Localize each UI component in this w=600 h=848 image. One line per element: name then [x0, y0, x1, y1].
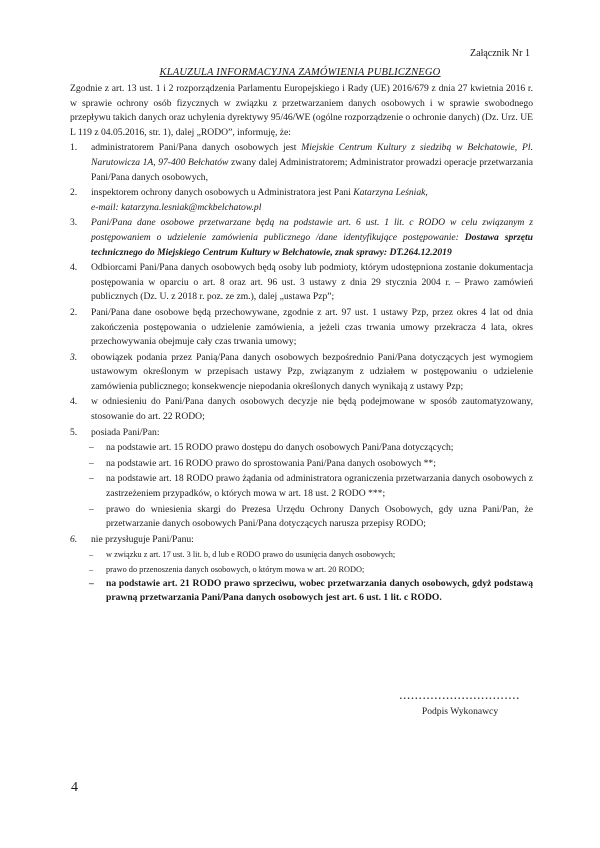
item-number: 2. [70, 306, 78, 318]
item-text: posiada Pani/Pan: [91, 426, 160, 438]
list-item-no-rights [70, 533, 533, 548]
no-rights-subitem: – w związku z art. 17 ust. 3 lit. b, d lub e RODO prawo do usunięcia danych osobowych; [89, 550, 396, 560]
no-rights-subitem: – prawo do przenoszenia danych osobowych, o którym mowa w art. 20 RODO; [89, 564, 365, 574]
list-item-rights [70, 426, 533, 441]
inspector-email: e-mail: katarzyna.lesniak@mckbelchatow.pl [91, 201, 262, 213]
item-number: 4. [70, 396, 78, 408]
administrator-name: Miejskie Centrum Kultury z siedzibą w Bełchatowie, Pl. Narutowicza 1A, 97-400 Bełchatów [91, 142, 533, 168]
rights-subitem: – na podstawie art. 18 RODO prawo żądania od administratora ograniczenia przetwarzania danych osobowych z zastrzeżeniem przypadków, o których mowa w art. 18 ust. 2 RODO ***; [89, 473, 533, 500]
item-text: nie przysługuje Pani/Panu: [91, 533, 194, 545]
inspector-name: Katarzyna Leśniak, [353, 187, 428, 199]
list-item-automated-decisions [70, 395, 533, 424]
item-number: 1. [70, 142, 78, 154]
rights-subitem: – prawo do wniesienia skargi do Prezesa Urzędu Ochrony Danych Osobowych, gdy uzna Pani/Pan, że przetwarzanie danych osobowych Pani/Pana dotyczących narusza przepisy RODO; [89, 503, 533, 530]
signature-block [395, 691, 525, 717]
list-item-recipients [70, 261, 533, 305]
rights-subitem: – na podstawie art. 15 RODO prawo dostępu do danych osobowych Pani/Pana dotyczących; [89, 442, 454, 454]
page-number: 4 [71, 780, 78, 795]
item-text: obowiązek podania przez Panią/Pana danych osobowych bezpośrednio Pani/Pana dotyczących jest wymogiem ustawowym określonym w przepisach ustawy Pzp, związanym z udziałem w postępowaniu o udzielenie zamówienia publicznego; konsekwencje niepodania określonych danych wynikają z ustawy Pzp; [91, 351, 533, 392]
list-item-obligation [70, 351, 533, 395]
no-rights-subitem: – na podstawie art. 21 RODO prawo sprzeciwu, wobec przetwarzania danych osobowych, gdyż podstawą prawną przetwarzania Pani/Pana danych osobowych jest art. 6 ust. 1 lit. c RODO. [89, 577, 533, 604]
item-text: w odniesieniu do Pani/Pana danych osobowych decyzje nie będą podejmowane w sposób zautomatyzowany, stosowanie do art. 22 RODO; [91, 396, 533, 423]
list-item-inspector [70, 186, 533, 215]
list-item-administrator [70, 141, 533, 185]
item-number: 3. [70, 217, 78, 229]
list-item-retention [70, 306, 533, 350]
signature-label: Podpis Wykonawcy [421, 706, 499, 717]
annex-label: Załącznik Nr 1 [470, 48, 530, 59]
item-text: inspektorem ochrony danych osobowych u Administratora jest Pani [91, 187, 354, 199]
item-number: 5. [70, 426, 78, 438]
procurement-name: Dostawa sprzętu technicznego do Miejskiego Centrum Kultury w Bełchatowie, znak sprawy: DT.264.12.2019 [91, 231, 533, 258]
item-text: Odbiorcami Pani/Pana danych osobowych będą osoby lub podmioty, którym udostępniona zostanie dokumentacja postępowania w oparciu o art. 8 oraz art. 96 ust. 3 ustawy z dnia 29 stycznia 2004 r. – Prawo zamówień publicznych (Dz. U. z 2018 r. poz. ze zm.), dalej „ustawa Pzp”; [91, 262, 533, 303]
item-text: Pani/Pana dane osobowe przetwarzane będą na podstawie art. 6 ust. 1 lit. c RODO w celu związanym z postępowaniem o udzielenie zamówienia publicznego /dane identyfikujące postępowanie: [91, 217, 533, 243]
item-number: 3. [70, 351, 78, 363]
item-number: 6. [70, 533, 78, 545]
document-body [70, 82, 533, 606]
item-text: administratorem Pani/Pana danych osobowych jest [91, 142, 302, 154]
item-text: Pani/Pana dane osobowe będą przechowywane, zgodnie z art. 97 ust. 1 ustawy Pzp, przez okres 4 lat od dnia zakończenia postępowania o udzielenie zamówienia, a jeżeli czas trwania umowy przekracza 4 lata, okres przechowywania obejmuje cały czas trwania umowy; [91, 306, 533, 348]
signature-line: ............................... [399, 691, 521, 702]
document-title: KLAUZULA INFORMACYJNA ZAMÓWIENIA PUBLICZNEGO [159, 67, 441, 78]
intro-paragraph: Zgodnie z art. 13 ust. 1 i 2 rozporządzenia Parlamentu Europejskiego i Rady (UE) 2016/679 z dnia 27 kwietnia 2016 r. w sprawie ochrony osób fizycznych w związku z przetwarzaniem danych osobowych i w sprawie swobodnego przepływu takich danych oraz uchylenia dyrektywy 95/46/WE (ogólne rozporządzenie o ochronie danych) (Dz. Urz. UE L 119 z 04.05.2016, str. 1), dalej „RODO”, informuję, że: [70, 83, 533, 138]
item-number: 2. [70, 187, 78, 199]
rights-subitem: – na podstawie art. 16 RODO prawo do sprostowania Pani/Pana danych osobowych **; [89, 457, 436, 469]
item-number: 4. [70, 262, 78, 274]
item-text-cont: zwany dalej Administratorem; Administrator prowadzi operacje przetwarzania Pani/Pana danych osobowych, [91, 156, 534, 183]
list-item-purpose [70, 216, 533, 260]
